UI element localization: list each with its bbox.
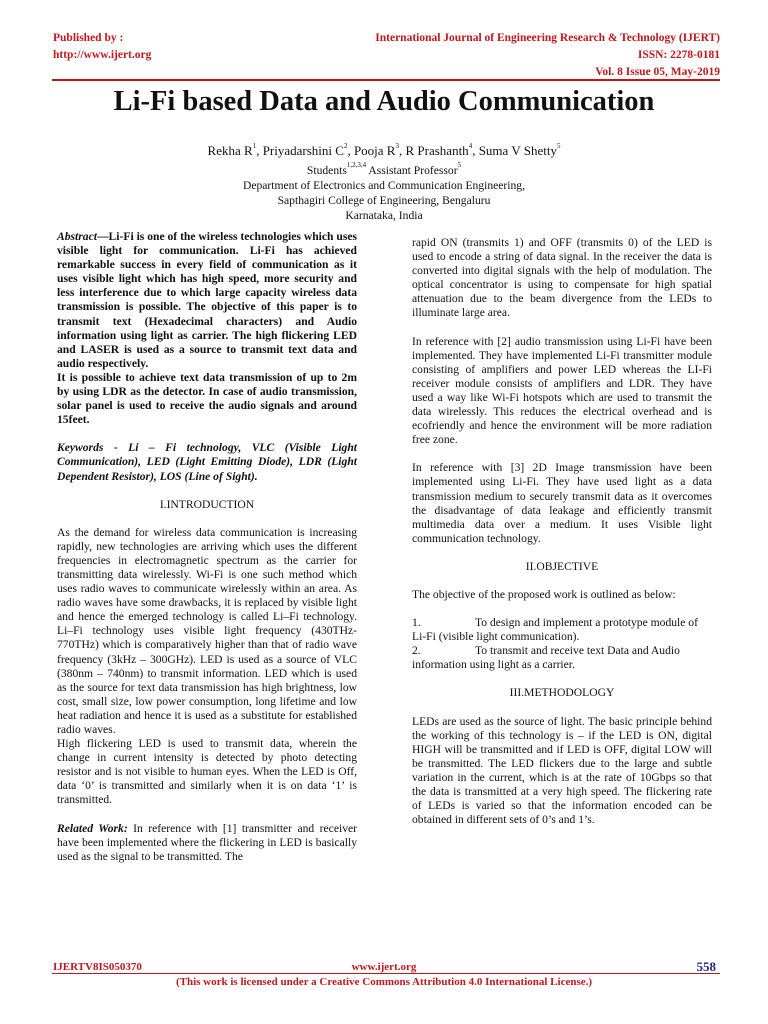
author: , Suma V Shetty [472, 143, 557, 158]
introduction-paragraph-2: High flickering LED is used to transmit data, wherein the change in current intensity is detected by photo detecting resistor and is not visible to human eyes. When the LED is Off, data ‘0’ is transmitted and similarly when it is on data ‘1’ is transmitted. [57, 737, 357, 807]
published-by: Published by : [53, 32, 124, 44]
author-list [0, 143, 768, 159]
issn: ISSN: 2278-0181 [637, 49, 720, 61]
author-sup: 2 [343, 142, 348, 150]
footer-url[interactable]: www.ijert.org [351, 961, 417, 973]
abstract-text-2: It is possible to achieve text data transmission of up to 2m by using LDR as the detector. In case of audio transmission, solar panel is used to receive the audio signals and around 15feet. [57, 370, 357, 427]
author: , R Prashanth [398, 143, 469, 158]
abstract-text: —Li-Fi is one of the wireless technologies which uses visible light for communication. Li-Fi has achieved remarkable success in every field of communication as it uses visible light which has high speed, more security and less interference due to which large capacity wireless data transmission is possible. The objective of this paper is to transmit text (Hexadecimal characters) and Audio information using light as carrier. The high flickering LED and LASER is used as a source to transmit text data and audio respectively. [57, 230, 357, 370]
abstract [57, 230, 357, 371]
related-work [57, 822, 357, 864]
professor-label: Assistant Professor [368, 164, 458, 177]
paper-title: Li-Fi based Data and Audio Communication [113, 86, 655, 117]
affiliation [0, 163, 768, 223]
objective-heading: II.OBJECTIVE [525, 559, 599, 573]
item-number: 2. [412, 644, 421, 658]
roles [0, 163, 768, 178]
right-paragraph-1: rapid ON (transmits 1) and OFF (transmits 0) of the LED is used to encode a string of data signal. In the receiver the data is converted into digital signals with the help of modulation. The optical concentrator is using to compensate for high spatial attenuation due to the beam divergence from the LEDs to illuminate large area. [412, 236, 712, 320]
related-work-text: In reference with [1] transmitter and receiver have been implemented where the flickering in LED is basically used as the signal to be transmitted. The [57, 821, 357, 863]
objective-item-2-text: To transmit and receive text Data and Audio information using light as a carrier. [412, 644, 680, 672]
author-sup: 1 [252, 142, 257, 150]
header-right [375, 30, 720, 81]
author-sup: 5 [556, 142, 561, 150]
keywords: Keywords - Li – Fi technology, VLC (Visible Light Communication), LED (Light Emitting Diode), LDR (Light Dependent Resistor), LOS (Line of Sight). [57, 441, 357, 483]
introduction-heading: I.INTRODUCTION [159, 497, 255, 511]
volume: Vol. 8 Issue 05, May-2019 [595, 66, 720, 78]
location: Karnataka, India [345, 209, 423, 222]
methodology-heading: III.METHODOLOGY [509, 686, 615, 700]
left-column [57, 230, 357, 864]
students-sup: 1,2,3,4 [346, 161, 367, 169]
item-number: 1. [412, 616, 421, 630]
right-paragraph-2: In reference with [2] audio transmission using Li-Fi have been implemented. They have implemented Li-Fi transmitter module consisting of amplifiers and power LED whereas the LI-Fi receiver module consists of amplifiers and LDR. They have used a way like Wi-Fi hotspots which are used to transmit the data wirelessly. This reduces the electrical overhead and is ecofriendly and hence the environment will be more radiation free zone. [412, 334, 712, 447]
abstract-label: Abstract [57, 230, 97, 243]
journal-url[interactable]: http://www.ijert.org [53, 49, 152, 61]
header-divider [52, 79, 720, 81]
college: Sapthagiri College of Engineering, Bengaluru [277, 194, 491, 207]
paper-id: IJERTV8IS050370 [53, 961, 142, 973]
methodology-paragraph: LEDs are used as the source of light. The basic principle behind the working of this technology is – if the LED is ON, digital HIGH will be transmitted and if LED is OFF, digital LOW will be transmitted. The LED flickers due to the large and subtle variation in the current, which is at the rate of 10Gbps so that the data is transmitted at a very high speed. The flickering rate of LEDs is varied so that the information encoded can be obtained in different sets of 0’s and 1’s. [412, 714, 712, 827]
professor-sup: 5 [457, 161, 462, 169]
author-sup: 4 [468, 142, 473, 150]
header-left [53, 30, 151, 64]
department: Department of Electronics and Communication Engineering, [242, 179, 526, 192]
journal-name: International Journal of Engineering Research & Technology (IJERT) [375, 32, 720, 44]
author-sup: 3 [395, 142, 399, 150]
footer-divider [52, 973, 720, 974]
license-text: (This work is licensed under a Creative Commons Attribution 4.0 International License.) [175, 976, 593, 988]
author: , Priyadarshini C [256, 143, 344, 158]
right-column [412, 236, 712, 827]
introduction-paragraph-1: As the demand for wireless data communication is increasing rapidly, new technologies are arriving which uses the different frequencies in electromagnetic spectrum as the carrier for transmitting data wirelessly. Wi-Fi is one such method which uses radio waves to communicate wirelessly within an area. As radio waves have some drawbacks, it is replaced by visible light and hence the emerged technology is called Li–Fi technology. Li–Fi technology uses visible light frequency (430THz-770THz) which is comparatively higher than that of radio wave frequency (3kHz – 300GHz). LED is used as a source of VLC (380nm – 740nm) to transmit information. LED which is used as the source for text data transmission has high brightness, low cost, small size, low power consumption, long lifetime and low heat radiation and hence it is used as a substitute for established radio waves. [57, 525, 357, 736]
related-work-label: Related Work: [57, 821, 128, 835]
author: , Pooja R [347, 143, 396, 158]
objective-intro: The objective of the proposed work is outlined as below: [412, 587, 676, 601]
students-label: Students [306, 164, 347, 177]
author: Rekha R [207, 143, 253, 158]
page-number: 558 [696, 959, 716, 974]
objective-item-1-text: To design and implement a prototype module of Li-Fi (visible light communication). [412, 616, 698, 644]
right-paragraph-3: In reference with [3] 2D Image transmission have been implemented using Li-Fi. They have used light as a data transmission medium to securely transmit data as it overcomes the disadvantage of data leakage and efficiently transmit multimedia data over a medium. It uses Visible light communication technology. [412, 461, 712, 545]
